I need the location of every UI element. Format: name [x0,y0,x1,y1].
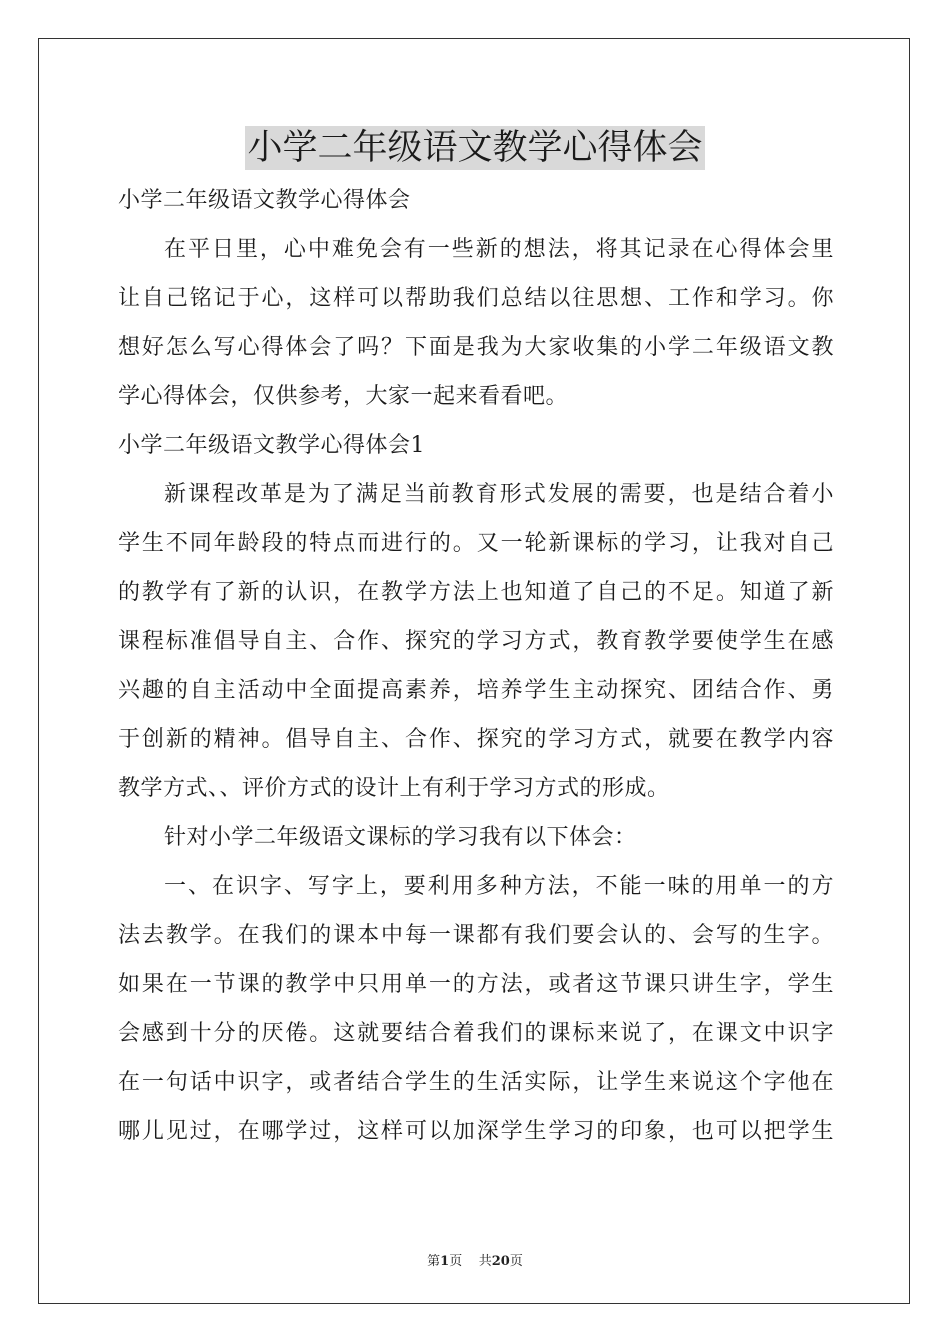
footer-page-suffix: 页 [449,1254,463,1269]
text-line: 在一句话中识字，或者结合学生的生活实际，让学生来说这个字他在 [118,1070,834,1095]
text-line: 课程标准倡导自主、合作、探究的学习方式，教育教学要使学生在感 [118,629,834,654]
document-body [118,176,834,1156]
text-line: 哪儿见过，在哪学过，这样可以加深学生学习的印象，也可以把学生 [118,1119,834,1144]
text-line: 的教学有了新的认识，在教学方法上也知道了自己的不足。知道了新 [118,580,834,605]
text-line: 在平日里，心中难免会有一些新的想法，将其记录在心得体会里 [164,237,834,262]
text-line: 兴趣的自主活动中全面提高素养，培养学生主动探究、团结合作、勇 [118,678,834,703]
footer-page-prefix: 第 [427,1254,441,1269]
text-line: 如果在一节课的教学中只用单一的方法，或者这节课只讲生字，学生 [118,972,834,997]
page-footer [0,1250,950,1269]
footer-page-number: 1 [440,1254,450,1269]
text-line: 法去教学。在我们的课本中每一课都有我们要会认的、会写的生字。 [118,923,834,948]
text-line: 小学二年级语文教学心得体会1 [118,433,425,458]
text-line: 小学二年级语文教学心得体会 [118,188,411,213]
footer-total-pages: 20 [491,1254,510,1269]
text-line: 新课程改革是为了满足当前教育形式发展的需要，也是结合着小 [164,482,834,507]
text-line: 学生不同年龄段的特点而进行的。又一轮新课标的学习，让我对自己 [118,531,834,556]
text-line: 让自己铭记于心，这样可以帮助我们总结以往思想、工作和学习。你 [118,286,834,311]
text-line: 于创新的精神。倡导自主、合作、探究的学习方式，就要在教学内容 [118,727,834,752]
text-line: 学心得体会，仅供参考，大家一起来看看吧。 [118,384,569,409]
footer-total-suffix: 页 [509,1254,523,1269]
text-line: 会感到十分的厌倦。这就要结合着我们的课标来说了，在课文中识字 [118,1021,834,1046]
text-line: 一、在识字、写字上，要利用多种方法，不能一味的用单一的方 [164,874,834,899]
document-title: 小学二年级语文教学心得体会 [247,128,703,168]
text-line: 教学方式、、评价方式的设计上有利于学习方式的形成。 [118,776,670,801]
title-container [0,126,950,170]
footer-total-prefix: 共 [478,1254,492,1269]
text-line: 针对小学二年级语文课标的学习我有以下体会： [164,825,637,850]
text-line: 想好怎么写心得体会了吗？下面是我为大家收集的小学二年级语文教 [118,335,834,360]
